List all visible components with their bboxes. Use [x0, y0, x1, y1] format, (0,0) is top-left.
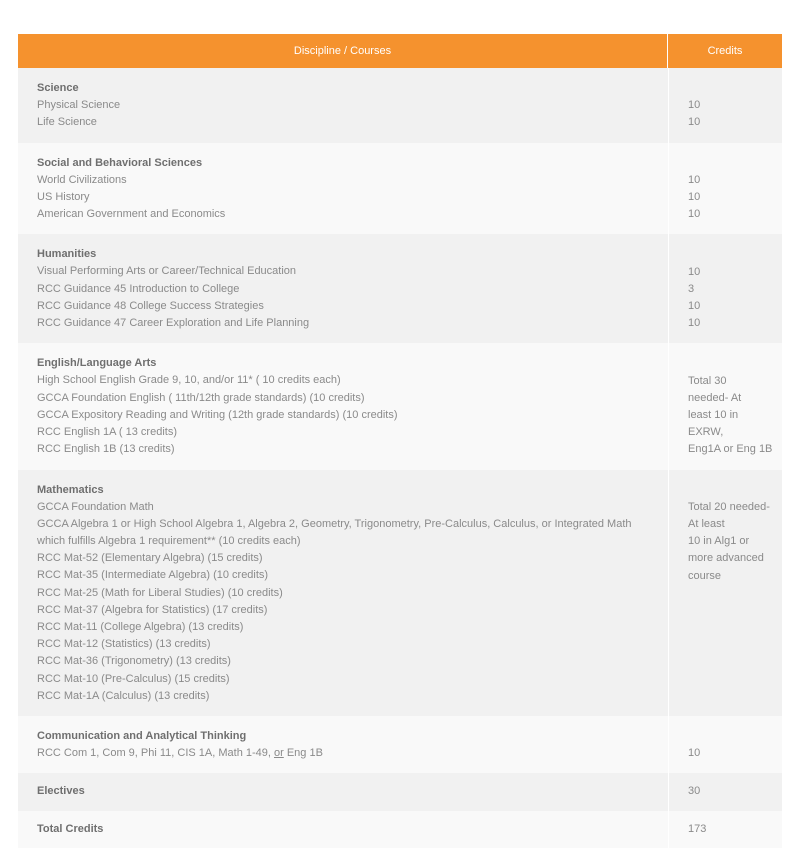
course-item: RCC Mat-36 (Trigonometry) (13 credits) [37, 655, 231, 668]
total-credit-value: 173 [688, 822, 707, 835]
credits-table [18, 34, 782, 848]
section-title: Mathematics [37, 483, 104, 496]
course-item: GCCA Algebra 1 or High School Algebra 1, Algebra 2, Geometry, Trigonometry, Pre-Calculus, Calculus, or Integrated Math [37, 517, 632, 530]
course-item: High School English Grade 9, 10, and/or 11* ( 10 credits each) [37, 374, 341, 387]
credit-value: 30 [688, 785, 701, 798]
course-item: RCC Mat-11 (College Algebra) (13 credits) [37, 621, 244, 634]
credit-note: least 10 in EXRW, [688, 408, 739, 439]
section-title: English/Language Arts [37, 357, 157, 370]
section-title: Communication and Analytical Thinking [37, 730, 247, 743]
section-title: Social and Behavioral Sciences [37, 156, 203, 169]
course-item: RCC Guidance 45 Introduction to College [37, 282, 240, 295]
course-item: Life Science [37, 116, 97, 129]
credit-note: needed- At [688, 391, 742, 404]
course-item-text: Eng 1B [283, 747, 323, 760]
course-item: World Civilizations [37, 173, 127, 186]
discipline-cell [18, 811, 669, 848]
discipline-cell [18, 68, 669, 143]
course-item: RCC Mat-52 (Elementary Algebra) (15 credits) [37, 552, 263, 565]
credit-value: 10 [688, 265, 701, 278]
course-item: Visual Performing Arts or Career/Technical Education [37, 265, 297, 278]
course-item: RCC Guidance 47 Career Exploration and Life Planning [37, 317, 310, 329]
credit-note: Total 20 needed- [688, 500, 770, 513]
course-item-text: RCC Com 1, Com 9, Phi 11, CIS 1A, Math 1-49, [37, 747, 274, 760]
credit-value: 10 [688, 299, 701, 312]
course-item: RCC Mat-35 (Intermediate Algebra) (10 credits) [37, 569, 269, 582]
course-item: GCCA Foundation English ( 11th/12th grade standards) (10 credits) [37, 391, 365, 404]
credits-cell [669, 234, 782, 343]
section-row-communication [18, 716, 782, 773]
credit-value: 10 [688, 190, 701, 203]
course-item: US History [37, 190, 90, 203]
section-title: Humanities [37, 248, 97, 261]
course-item: American Government and Economics [37, 208, 226, 220]
course-item: RCC English 1A ( 13 credits) [37, 426, 177, 438]
credits-cell [669, 343, 782, 469]
credit-note: Total 30 [688, 374, 727, 387]
section-row-social-sciences [18, 143, 782, 235]
course-item: RCC Mat-10 (Pre-Calculus) (15 credits) [37, 672, 230, 685]
section-row-mathematics [18, 470, 782, 716]
discipline-cell [18, 234, 669, 343]
course-item: GCCA Foundation Math [37, 500, 154, 513]
section-row-english [18, 343, 782, 469]
credits-cell [669, 143, 782, 235]
course-item: GCCA Expository Reading and Writing (12th grade standards) (10 credits) [37, 408, 398, 421]
credit-value: 10 [688, 317, 701, 330]
credits-cell [669, 68, 782, 143]
credits-cell [669, 811, 782, 848]
discipline-cell [18, 716, 669, 773]
section-row-humanities [18, 234, 782, 343]
discipline-cell [18, 773, 669, 810]
credit-note: Eng1A or Eng 1B [688, 443, 773, 456]
course-item: which fulfills Algebra 1 requirement** (10 credits each) [37, 535, 301, 547]
or-text: or [274, 747, 284, 760]
course-item: RCC Mat-37 (Algebra for Statistics) (17 credits) [37, 603, 268, 616]
credit-note: more advanced [688, 552, 764, 565]
discipline-cell [18, 470, 669, 716]
credits-cell [669, 716, 782, 773]
credit-note: course [688, 569, 722, 582]
course-item: RCC Mat-1A (Calculus) (13 credits) [37, 689, 210, 702]
credit-value: 10 [688, 173, 701, 186]
credit-value: 10 [688, 208, 701, 221]
course-item [37, 745, 668, 762]
course-item: RCC Guidance 48 College Success Strategies [37, 299, 264, 312]
credit-value: 10 [688, 116, 701, 129]
credits-cell [669, 773, 782, 810]
credit-value: 3 [688, 282, 695, 295]
credit-value: 10 [688, 747, 701, 760]
header-credits: Credits [707, 45, 743, 57]
course-item: RCC Mat-12 (Statistics) (13 credits) [37, 638, 211, 651]
credits-cell [669, 470, 782, 716]
credit-note: 10 in Alg1 or [688, 535, 750, 548]
course-item: RCC English 1B (13 credits) [37, 443, 175, 456]
total-row [18, 811, 782, 848]
total-label: Total Credits [37, 822, 104, 835]
credit-value: 10 [688, 99, 701, 112]
credit-note: At least [688, 517, 725, 530]
discipline-cell [18, 343, 669, 469]
header-discipline: Discipline / Courses [18, 34, 668, 68]
section-row-science [18, 68, 782, 143]
electives-label: Electives [37, 785, 85, 798]
section-title: Science [37, 82, 79, 94]
discipline-cell [18, 143, 669, 235]
course-item: RCC Mat-25 (Math for Liberal Studies) (10 credits) [37, 586, 283, 599]
table-header [18, 34, 782, 68]
course-item: Physical Science [37, 99, 121, 111]
electives-row [18, 773, 782, 810]
